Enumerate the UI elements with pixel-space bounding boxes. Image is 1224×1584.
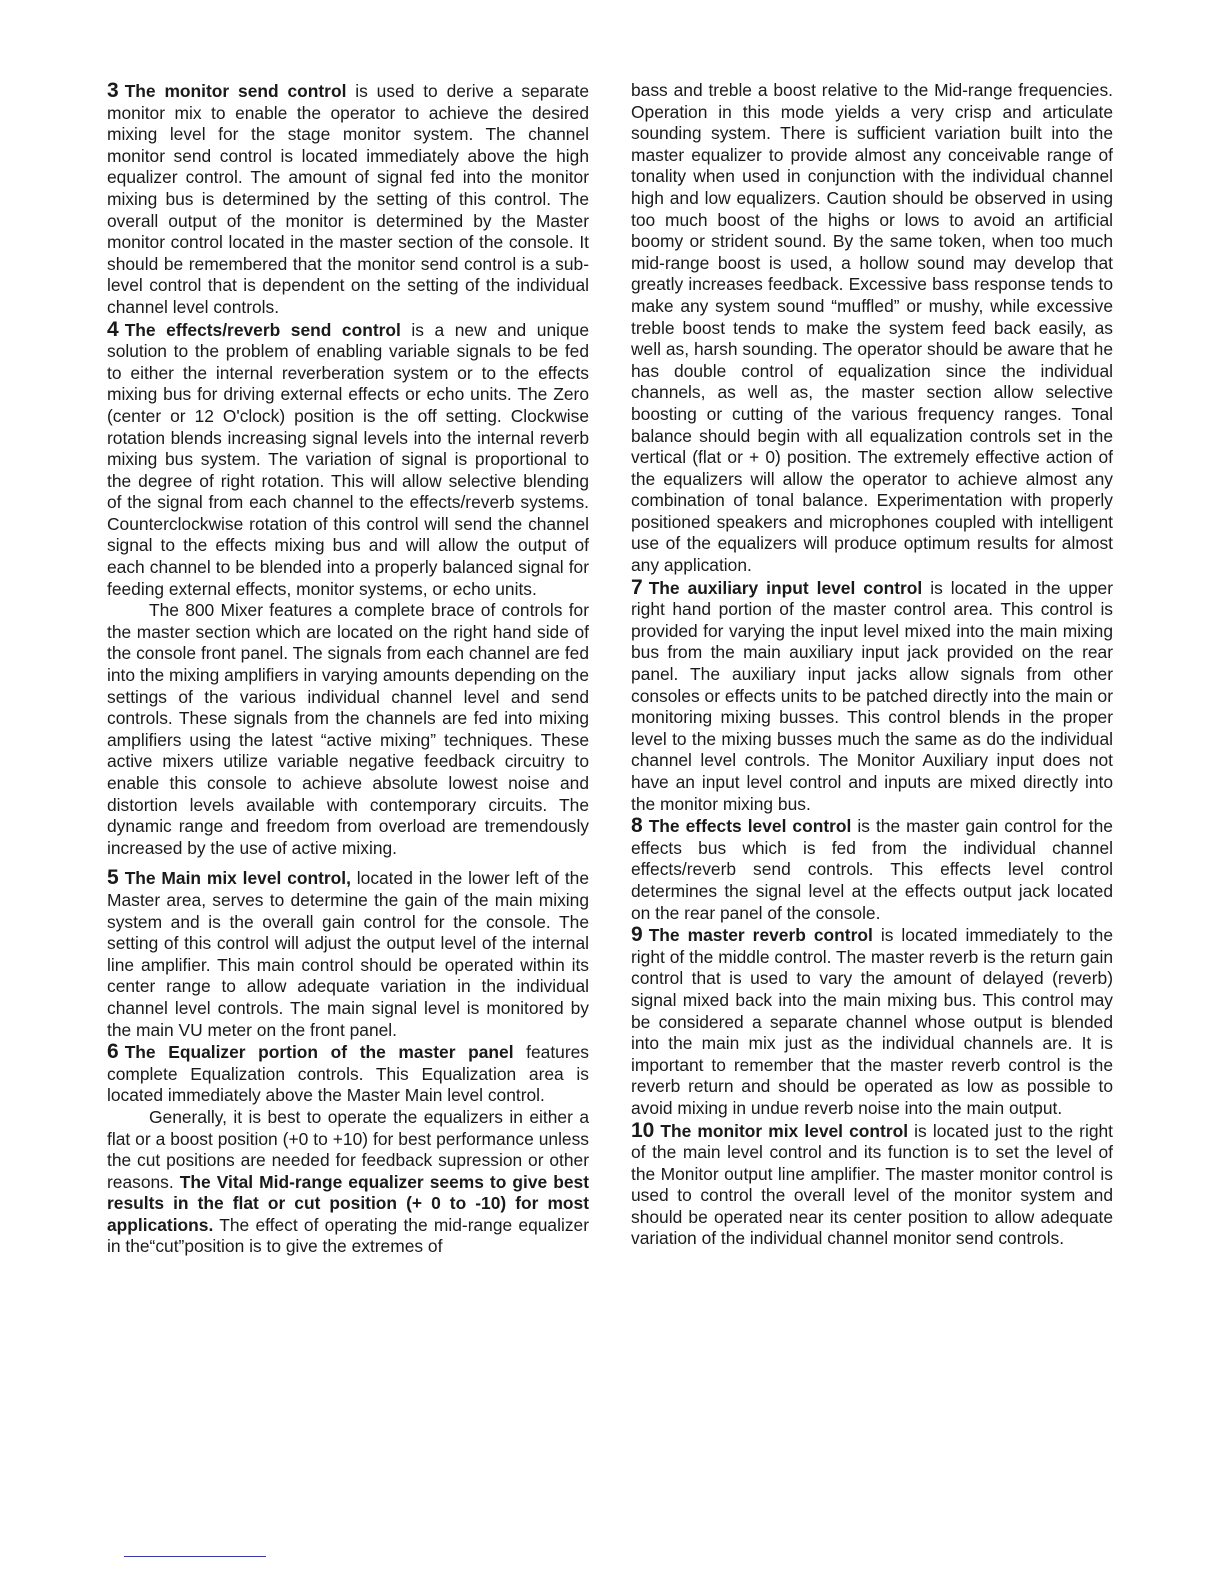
generally-text: Generally, it is best to operate the equalizers in either a flat or a boost position (+0 to +10) for best performance unless the cut positions are needed for feedback supression or other reasons. — [107, 1106, 589, 1192]
generally-continuation: The effect of operating the mid-range equalizer in the“cut”position is to give the extremes of — [107, 1214, 589, 1257]
item-body: is used to derive a separate monitor mix to enable the operator to achieve the desired mixing level for the stage monitor system. The channel monitor send control is located immediately above the high equalizer control. The amount of signal fed into the monitor mixing bus is determined by the setting of this control. The overall output of the monitor is determined by the Master monitor control located in the master section of the console. It should be remembered that the monitor send control is a sub-level control that is dependent on the setting of the individual channel level controls. — [107, 81, 589, 317]
item-10-paragraph — [631, 1120, 1113, 1251]
item-body: is located in the upper right hand portion of the master control area. This control is provided for varying the input level mixed into the main mixing bus from the main auxiliary input jack provided on the rear panel. The auxiliary input jacks allow signals from other consoles or effects units to be patched directly into the main or monitoring mixing busses. This control blends in the proper level to the mixing busses much the same as do the individual channel level controls. The Monitor Auxiliary input does not have an input level control and inputs are mixed directly into the monitor mixing bus. — [631, 577, 1113, 814]
item-body: is a new and unique solution to the problem of enabling variable signals to be fed to either the internal reverberation system or to the effects mixing bus for driving external effects or echo units. The Zero (center or 12 O'clock) position is the off setting. Clockwise rotation blends increasing signal levels into the internal reverb mixing bus system. The variation of signal is proportional to the degree of right rotation. This will allow selective blending of the signal from each channel to the effects/reverb systems. Counterclockwise rotation of this control will send the channel signal to the effects mixing bus and will allow the output of each channel to be blended into a properly balanced signal for feeding external effects, monitor systems, or echo units. — [107, 319, 590, 599]
footnote-rule — [124, 1556, 266, 1557]
item-heading: The monitor send control — [124, 81, 347, 101]
continuation-paragraph: bass and treble a boost relative to the Mid-range frequencies. Operation in this mode yields a very crisp and articulate sounding system. There is sufficient variation built into the master equalizer to provide almost any conceivable range of tonality when used in conjunction with the individual channel high and low equalizers. Caution should be observed in using too much boost of the highs or lows to avoid an artificial boomy or strident sound. By the same token, when too much mid-range boost is used, a hollow sound may develop that greatly increases feedback. Excessive bass response tends to make any system sound “muffled” or mushy, while excessive treble boost tends to make the system feed back easily, as well as, harsh sounding. The operator should be aware that he has double control of equalization since the individual channels, as well as, the master section allow selective boosting or cutting of the various frequency ranges. Tonal balance should begin with all equalization controls set in the vertical (flat or + 0) position. The extremely effective action of the equalizers will allow the operator to achieve almost any combination of tonal balance. Experimentation with properly positioned speakers and microphones coupled with intelligent use of the equalizers will produce optimum results for almost any application. — [631, 80, 1113, 576]
item-number: 4 — [107, 317, 119, 341]
item-number: 8 — [631, 814, 643, 838]
item-body: is located immediately to the right of the middle control. The master reverb is the return gain control that is used to vary the amount of delayed (reverb) signal mixed back into the main mixing bus. This control may be considered a separate channel whose output is blended into the main mix just as the individual channels are. It is important to remember that the master reverb control is the reverb return and should be operated as low as possible to avoid mixing in undue reverb noise into the main output. — [631, 925, 1113, 1118]
generally-paragraph — [107, 1107, 589, 1258]
item-body: features complete Equalization controls. This Equalization area is located immediately above the Master Main level control. — [107, 1042, 589, 1106]
item-number: 3 — [107, 79, 119, 102]
item-heading: The Main mix level control, — [124, 868, 351, 889]
item-5-paragraph — [107, 867, 589, 1041]
item-heading: The Equalizer portion of the master panel — [124, 1042, 514, 1063]
item-number: 5 — [107, 866, 119, 890]
generally-bold-text: The Vital Mid-range equalizer seems to give best results in the flat or cut position (+ 0 to -10) for most applications. — [107, 1171, 589, 1235]
item-heading: The effects/reverb send control — [124, 319, 401, 340]
right-column — [631, 80, 1113, 1250]
item-number: 9 — [631, 923, 643, 947]
item-6-paragraph — [107, 1041, 589, 1107]
item-number: 6 — [107, 1040, 119, 1064]
left-column — [107, 80, 589, 1258]
item-body: is the master gain control for the effects bus which is fed from the individual channel effects/reverb send controls. This effects level control determines the signal level at the effects output jack located on the rear panel of the console. — [631, 816, 1113, 923]
item-number: 10 — [631, 1118, 655, 1142]
item-body: is located just to the right of the main level control and its function is to set the level of the Monitor output line amplifier. The master monitor control is used to control the overall level of the monitor system and should be operated near its center position to allow adequate variation of the individual channel monitor send controls. — [631, 1120, 1113, 1249]
item-heading: The master reverb control — [648, 925, 873, 946]
item-heading: The effects level control — [648, 816, 852, 837]
item-7-paragraph — [631, 577, 1113, 816]
item-4-paragraph — [107, 319, 589, 601]
mixer-paragraph: The 800 Mixer features a complete brace of controls for the master section which are located on the right hand side of the console front panel. The signals from each channel are fed into the mixing amplifiers in varying amounts depending on the settings of the various individual channel level and send controls. These signals from the channels are fed into mixing amplifiers using the latest “active mixing” techniques. These active mixers utilize variable negative feedback circuitry to enable this console to achieve absolute lowest noise and distortion levels available with contemporary circuits. The dynamic range and freedom from overload are tremendously increased by the use of active mixing. — [107, 600, 589, 858]
item-heading: The monitor mix level control — [660, 1120, 909, 1141]
item-heading: The auxiliary input level control — [648, 577, 923, 598]
item-3-paragraph — [107, 80, 589, 319]
item-number: 7 — [631, 575, 643, 599]
item-9-paragraph — [631, 924, 1113, 1119]
item-body: located in the lower left of the Master area, serves to determine the gain of the main mixing system and is the overall gain control for the console. The setting of this control will adjust the output level of the internal line amplifier. This main control should be operated within its center range to allow adequate variation in the individual channel level controls. The main signal level is monitored by the main VU meter on the front panel. — [107, 868, 589, 1040]
item-8-paragraph — [631, 815, 1113, 924]
